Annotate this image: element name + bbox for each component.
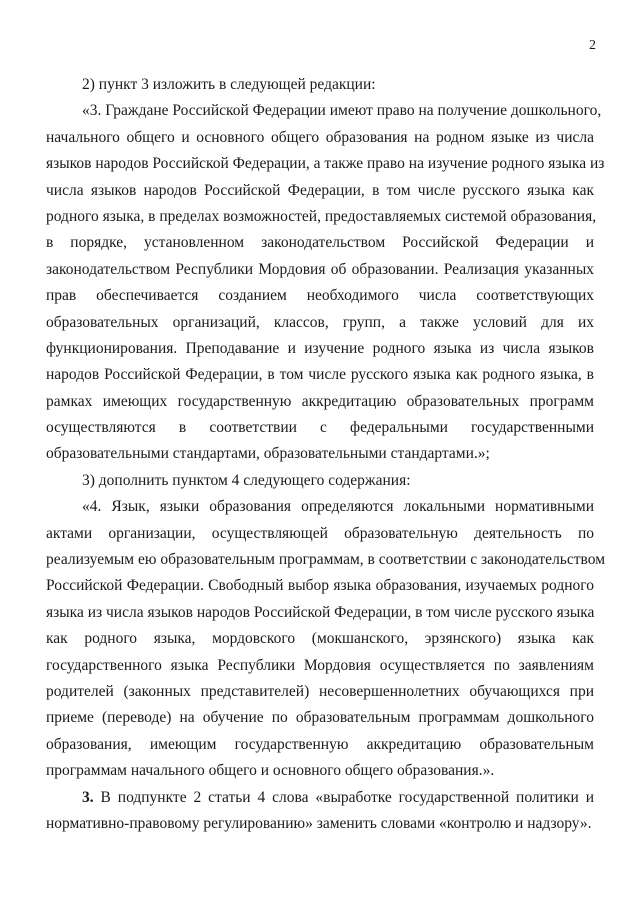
text-line: осуществляются в соответствии с федеральными государственными bbox=[46, 419, 594, 437]
text-line: народов Российской Федерации, в том числе русского языка как родного языка, в bbox=[46, 366, 594, 384]
document-body bbox=[46, 72, 605, 837]
text-line: программам начального общего и основного общего образования.». bbox=[46, 762, 495, 780]
text-line: родителей (законных представителей) несовершеннолетних обучающихся при bbox=[46, 682, 594, 700]
text-fragment: В подпункте 2 статьи 4 слова «выработке государственной политики и bbox=[93, 788, 594, 806]
text-line: 2) пункт 3 изложить в следующей редакции: bbox=[82, 76, 376, 93]
text-line: родного языка, в пределах возможностей, предоставляемых системой образования, bbox=[46, 207, 597, 225]
paragraph-item-3-intro bbox=[46, 468, 594, 494]
text-line: государственного языка Республики Мордовия осуществляется по заявлениям bbox=[46, 656, 594, 674]
text-line: языков народов Российской Федерации, а также право на изучение родного языка из bbox=[46, 155, 605, 173]
text-line: реализуемым ею образовательным программам, в соответствии с законодательством bbox=[46, 551, 605, 569]
text-line: как родного языка, мордовского (мокшанского, эрзянского) языка как bbox=[46, 630, 594, 648]
text-line: образовательными стандартами, образовательными стандартами.»; bbox=[46, 445, 490, 463]
text-line: Российской Федерации. Свободный выбор языка образования, изучаемых родного bbox=[46, 577, 594, 595]
text-line: прав обеспечивается созданием необходимого числа соответствующих bbox=[46, 287, 594, 305]
text-line: начального общего и основного общего образования на родном языке из числа bbox=[46, 128, 594, 146]
text-line: 3) дополнить пунктом 4 следующего содержания: bbox=[82, 471, 411, 489]
page-number: 2 bbox=[589, 38, 596, 53]
text-line bbox=[46, 785, 594, 811]
text-line: приеме (переводе) на обучение по образовательным программам дошкольного bbox=[46, 709, 594, 727]
text-line: «3. Граждане Российской Федерации имеют право на получение дошкольного, bbox=[82, 102, 602, 120]
text-line: в порядке, установленном законодательством Российской Федерации и bbox=[46, 234, 594, 252]
text-line: «4. Язык, языки образования определяются локальными нормативными bbox=[82, 498, 594, 516]
paragraph-section-3 bbox=[46, 785, 594, 838]
text-line: актами организации, осуществляющей образовательную деятельность по bbox=[46, 524, 594, 542]
text-line: нормативно-правовому регулированию» заменить словами «контролю и надзору». bbox=[46, 814, 592, 832]
paragraph-point-3-text bbox=[46, 98, 605, 467]
text-line: образовательных организаций, классов, групп, а также условий для их bbox=[46, 313, 594, 331]
paragraph-item-2-intro bbox=[46, 72, 594, 98]
text-line: образования, имеющим государственную аккредитацию образовательным bbox=[46, 735, 594, 753]
paragraph-point-4-text bbox=[46, 494, 605, 784]
text-line: функционирования. Преподавание и изучение родного языка из числа языков bbox=[46, 339, 594, 357]
text-line: законодательством Республики Мордовия об образовании. Реализация указанных bbox=[46, 260, 594, 278]
text-line: языка из числа языков народов Российской Федерации, в том числе русского языка bbox=[46, 603, 595, 621]
text-line: рамках имеющих государственную аккредитацию образовательных программ bbox=[46, 392, 594, 410]
text-line: числа языков народов Российской Федерации, в том числе русского языка как bbox=[46, 181, 594, 199]
section-number: 3. bbox=[82, 788, 94, 806]
